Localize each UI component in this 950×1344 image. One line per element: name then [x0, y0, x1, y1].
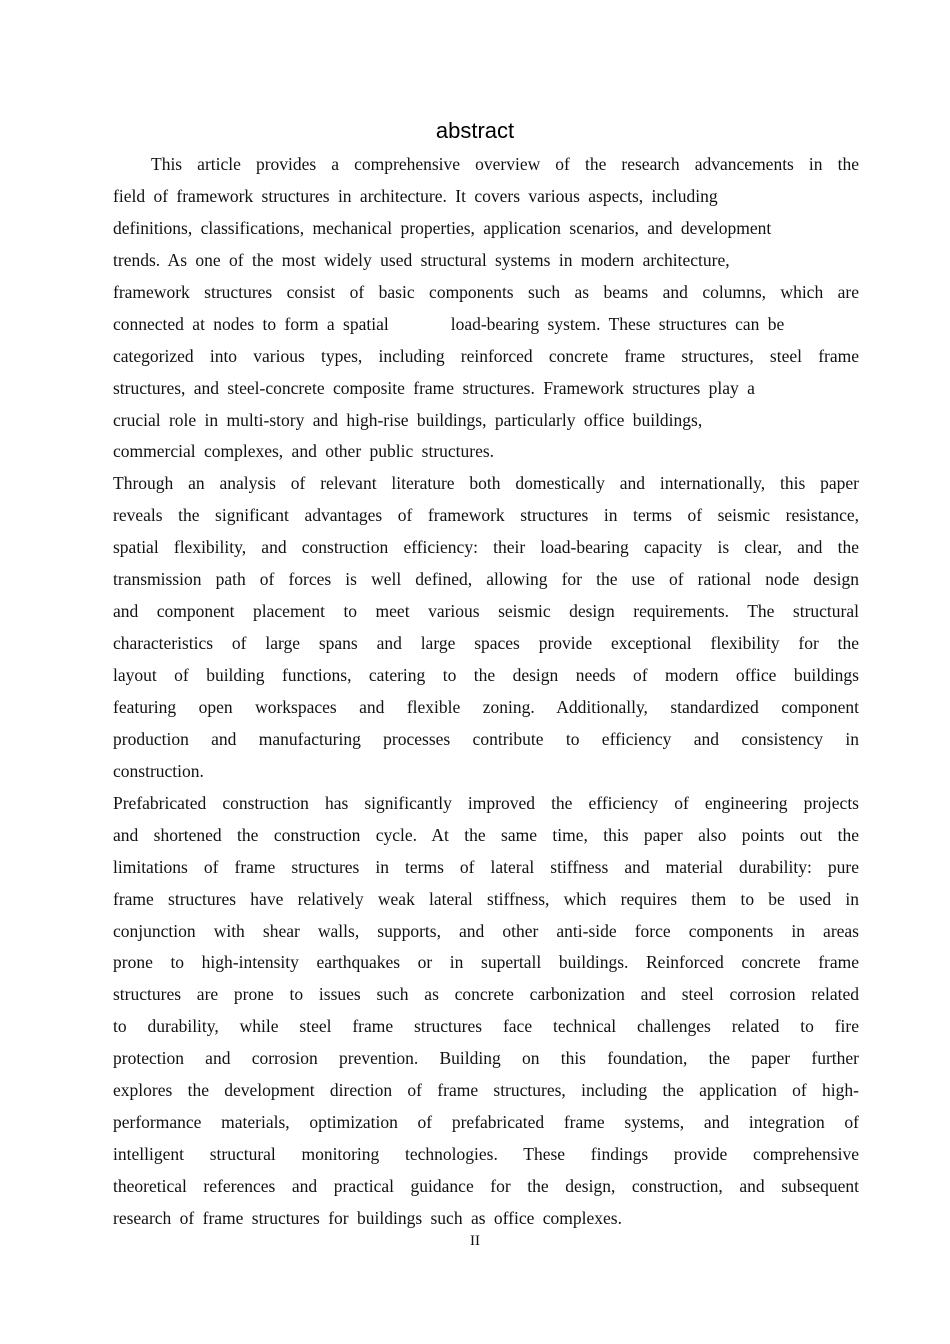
text-line: layout of building functions, catering to the design needs of modern office buildings	[113, 665, 859, 685]
text-line: trends. As one of the most widely used structural systems in modern architecture,	[113, 249, 730, 270]
abstract-paragraph-1	[113, 149, 859, 468]
abstract-body	[113, 149, 859, 1235]
text-line: structures, and steel-concrete composite frame structures. Framework structures play a	[113, 377, 755, 398]
abstract-title: abstract	[435, 118, 515, 143]
text-line: intelligent structural monitoring technologies. These findings provide comprehensive	[113, 1144, 859, 1165]
text-line: and shortened the construction cycle. At the same time, this paper also points out the	[113, 824, 859, 845]
text-line: to durability, while steel frame structures face technical challenges related to fire	[113, 1016, 859, 1037]
text-line: and component placement to meet various seismic design requirements. The structural	[113, 601, 859, 622]
text-line: crucial role in multi-story and high-rise buildings, particularly office buildings,	[113, 409, 703, 430]
text-line: limitations of frame structures in terms of lateral stiffness and material durability: pure	[113, 856, 859, 877]
text-line: featuring open workspaces and flexible zoning. Additionally, standardized component	[113, 696, 859, 717]
text-line: explores the development direction of frame structures, including the application of high-	[113, 1080, 859, 1101]
text-line: characteristics of large spans and large spaces provide exceptional flexibility for the	[113, 633, 859, 654]
text-line: frame structures have relatively weak lateral stiffness, which requires them to be used in	[113, 888, 859, 909]
text-line: production and manufacturing processes contribute to efficiency and consistency in	[113, 728, 859, 749]
text-line	[113, 309, 859, 341]
abstract-paragraph-3	[113, 788, 859, 1235]
page-number: II	[470, 1233, 480, 1249]
text-line: framework structures consist of basic components such as beams and columns, which are	[113, 281, 859, 302]
text-line: theoretical references and practical guidance for the design, construction, and subsequent	[113, 1176, 859, 1196]
text-line: construction.	[113, 760, 204, 781]
text-line: performance materials, optimization of prefabricated frame systems, and integration of	[113, 1112, 859, 1133]
text-line: commercial complexes, and other public structures.	[113, 441, 495, 462]
text-line: categorized into various types, including reinforced concrete frame structures, steel frame	[113, 345, 859, 366]
text-line: definitions, classifications, mechanical properties, application scenarios, and development	[113, 217, 772, 238]
text-line: field of framework structures in architecture. It covers various aspects, including	[113, 185, 718, 206]
text-line: This article provides a comprehensive overview of the research advancements in the	[151, 154, 859, 174]
text-line: Prefabricated construction has significantly improved the efficiency of engineering projects	[113, 792, 859, 813]
text-line: protection and corrosion prevention. Building on this foundation, the paper further	[113, 1048, 859, 1069]
text-line: prone to high-intensity earthquakes or in supertall buildings. Reinforced concrete frame	[113, 952, 859, 973]
abstract-paragraph-2	[113, 468, 859, 787]
text-line: research of frame structures for buildings such as office complexes.	[113, 1207, 622, 1228]
text-fragment: connected at nodes to form a spatial	[113, 313, 389, 334]
text-line: reveals the significant advantages of framework structures in terms of seismic resistance,	[113, 505, 859, 526]
text-line: structures are prone to issues such as concrete carbonization and steel corrosion related	[113, 984, 859, 1005]
text-line: spatial flexibility, and construction efficiency: their load-bearing capacity is clear, and the	[113, 537, 859, 558]
text-line: conjunction with shear walls, supports, and other anti-side force components in areas	[113, 920, 859, 941]
text-fragment: load-bearing system. These structures can be	[450, 313, 785, 334]
text-line: transmission path of forces is well defined, allowing for the use of rational node design	[113, 569, 859, 590]
text-line: Through an analysis of relevant literature both domestically and internationally, this paper	[113, 473, 859, 494]
